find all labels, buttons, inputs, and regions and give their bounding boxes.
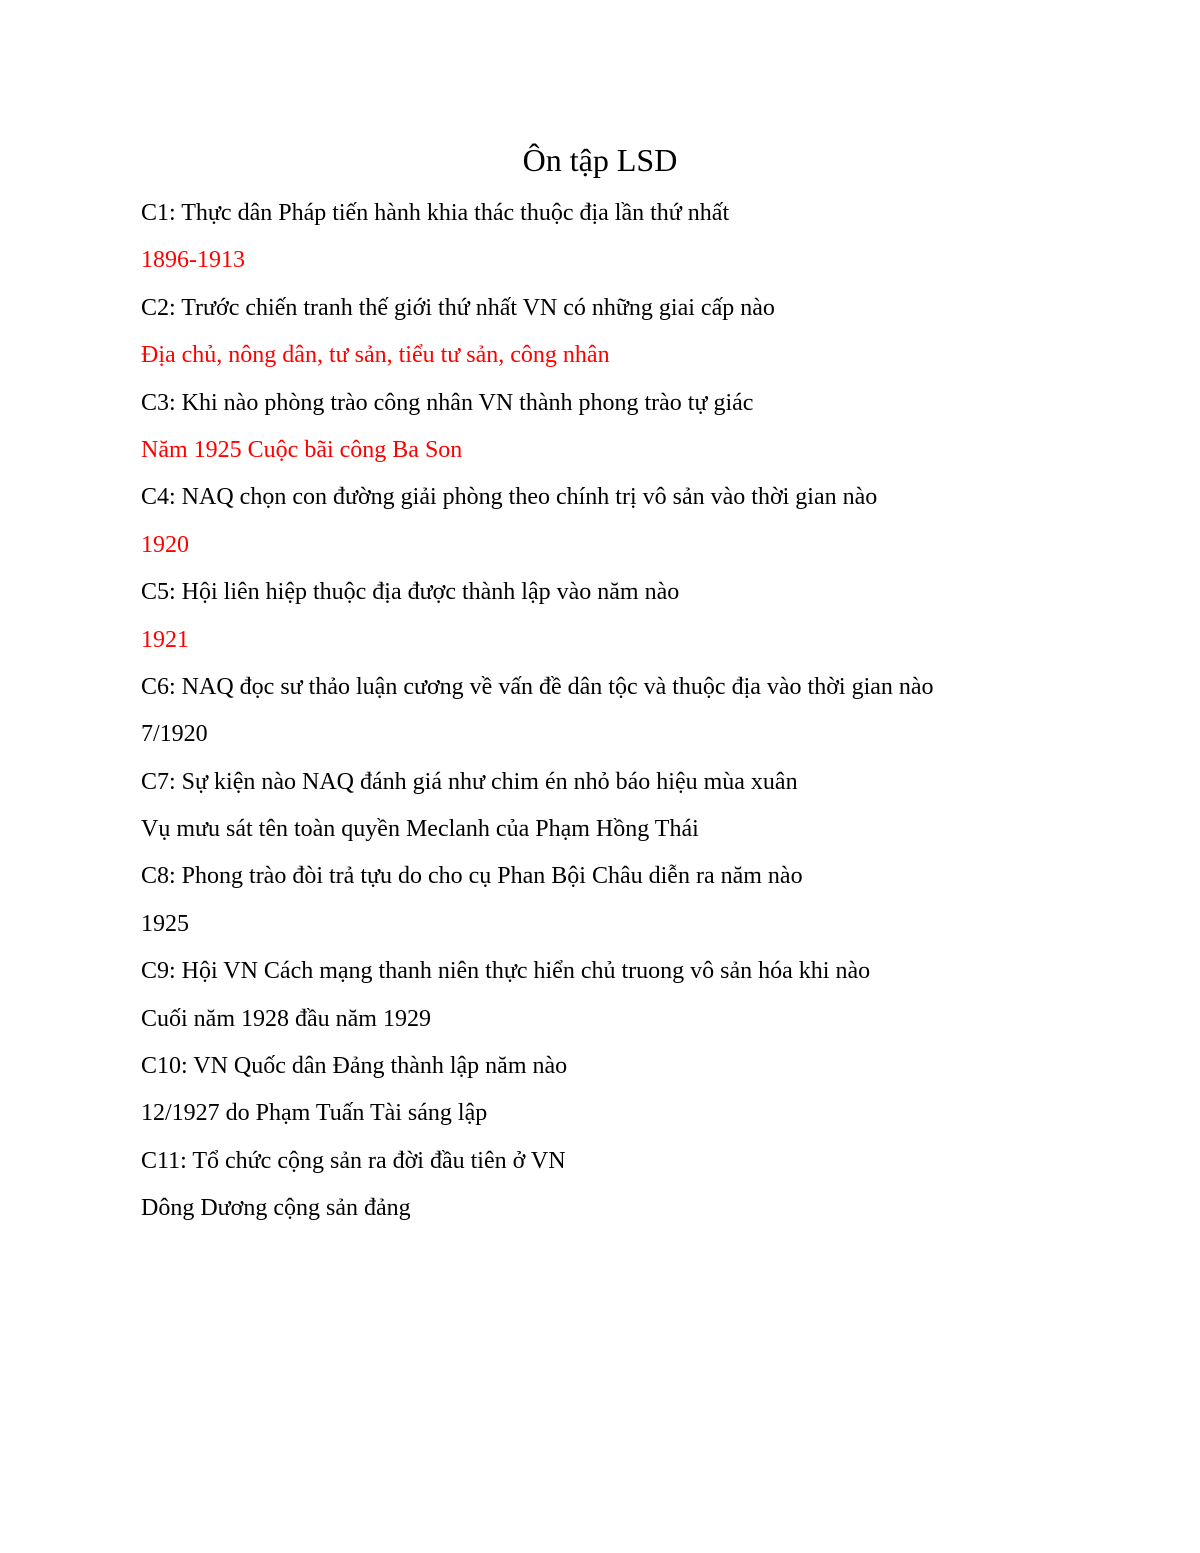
qa-item-5 bbox=[141, 569, 1141, 664]
question-text: C9: Hội VN Cách mạng thanh niên thực hiển chủ truong vô sản hóa khi nào bbox=[141, 958, 871, 985]
qa-item-9 bbox=[141, 948, 1141, 1043]
question-text: C1: Thực dân Pháp tiến hành khia thác thuộc địa lần thứ nhất bbox=[141, 200, 730, 226]
qa-item-2 bbox=[141, 285, 1141, 380]
qa-item-7 bbox=[141, 759, 1141, 854]
qa-list bbox=[141, 190, 1141, 1233]
question-text: C3: Khi nào phòng trào công nhân VN thành phong trào tự giác bbox=[141, 389, 754, 416]
answer-text: Vụ mưu sát tên toàn quyền Meclanh của Phạm Hồng Thái bbox=[141, 816, 699, 843]
question-text: C11: Tổ chức cộng sản ra đời đầu tiên ở VN bbox=[141, 1147, 566, 1174]
qa-item-1 bbox=[141, 190, 1141, 285]
qa-item-10 bbox=[141, 1043, 1141, 1138]
qa-item-3 bbox=[141, 380, 1141, 475]
answer-text: 1920 bbox=[141, 531, 189, 558]
question-text: C4: NAQ chọn con đường giải phòng theo chính trị vô sản vào thời gian nào bbox=[141, 484, 878, 511]
answer-text: 1925 bbox=[141, 910, 189, 937]
qa-item-6 bbox=[141, 664, 1141, 759]
question-text: C2: Trước chiến tranh thế giới thứ nhất VN có những giai cấp nào bbox=[141, 294, 775, 321]
answer-text: 12/1927 do Phạm Tuấn Tài sáng lập bbox=[141, 1100, 488, 1127]
answer-text: 7/1920 bbox=[141, 721, 208, 748]
question-text: C10: VN Quốc dân Đảng thành lập năm nào bbox=[141, 1053, 568, 1080]
answer-text: 1896-1913 bbox=[141, 247, 245, 274]
question-text: C8: Phong trào đòi trả tựu do cho cụ Phan Bội Châu diễn ra năm nào bbox=[141, 863, 803, 890]
question-text: C5: Hội liên hiệp thuộc địa được thành lập vào năm nào bbox=[141, 579, 680, 606]
page-title: Ôn tập LSD bbox=[522, 142, 678, 178]
answer-text: Dông Dương cộng sản đảng bbox=[141, 1195, 411, 1222]
answer-text: Cuối năm 1928 đầu năm 1929 bbox=[141, 1005, 431, 1032]
qa-item-4 bbox=[141, 474, 1141, 569]
question-text: C6: NAQ đọc sư thảo luận cương về vấn đề dân tộc và thuộc địa vào thời gian nào bbox=[141, 673, 934, 700]
answer-text: Địa chủ, nông dân, tư sản, tiểu tư sản, công nhân bbox=[141, 342, 610, 369]
qa-item-8 bbox=[141, 853, 1141, 948]
answer-text: 1921 bbox=[141, 626, 189, 653]
qa-item-11 bbox=[141, 1138, 1141, 1233]
question-text: C7: Sự kiện nào NAQ đánh giá như chim én nhỏ báo hiệu mùa xuân bbox=[141, 768, 798, 795]
answer-text: Năm 1925 Cuộc bãi công Ba Son bbox=[141, 436, 463, 463]
